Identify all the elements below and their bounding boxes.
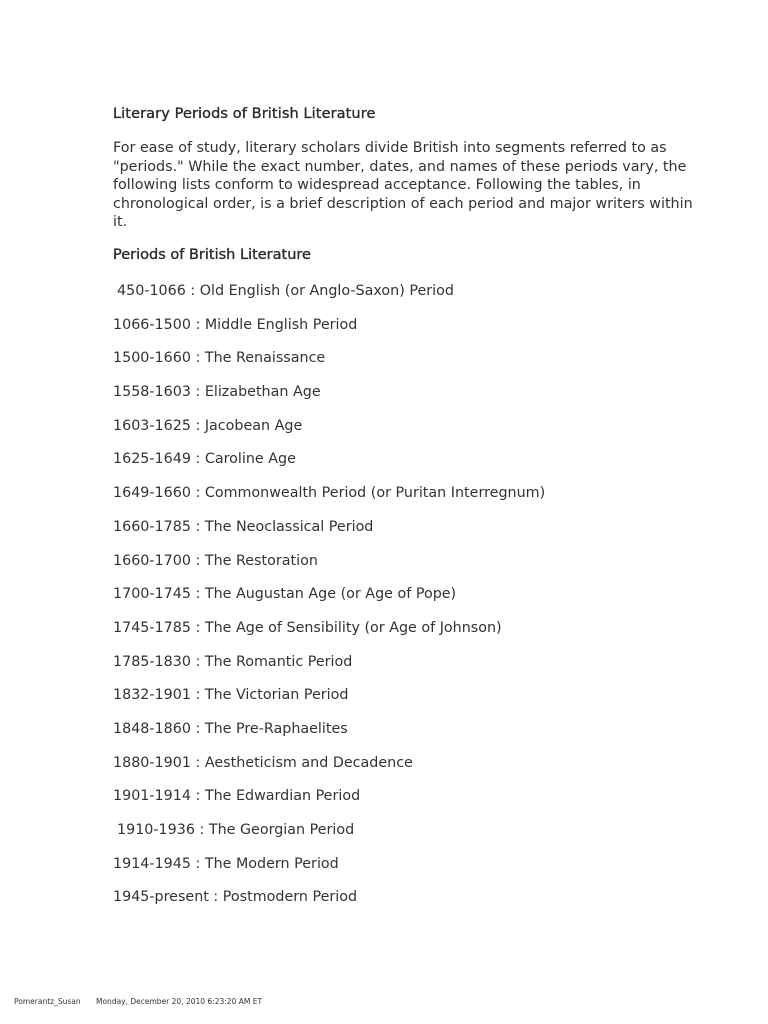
section-heading: Periods of British Literature (113, 247, 311, 263)
list-item: 1785-1830 : The Romantic Period (113, 653, 353, 670)
list-item: 1745-1785 : The Age of Sensibility (or Age of Johnson) (113, 619, 502, 636)
list-item: 1066-1500 : Middle English Period (113, 316, 358, 333)
list-item: 1660-1700 : The Restoration (113, 552, 318, 569)
list-item: 1603-1625 : Jacobean Age (113, 417, 303, 434)
footer-timestamp: Monday, December 20, 2010 6:23:20 AM ET (96, 997, 263, 1006)
page-footer (14, 997, 262, 1006)
page-title: Literary Periods of British Literature (113, 106, 376, 122)
list-item: 1914-1945 : The Modern Period (113, 855, 339, 872)
list-item: 1945-present : Postmodern Period (113, 889, 358, 906)
list-item: 1832-1901 : The Victorian Period (113, 687, 349, 704)
list-item: 1700-1745 : The Augustan Age (or Age of Pope) (113, 586, 457, 603)
list-item: 1660-1785 : The Neoclassical Period (113, 518, 374, 535)
footer-author: Pomerantz_Susan (14, 997, 81, 1006)
list-item: 1901-1914 : The Edwardian Period (113, 788, 361, 805)
list-item: 1625-1649 : Caroline Age (113, 451, 296, 468)
period-list (113, 281, 545, 921)
list-item: 1880-1901 : Aestheticism and Decadence (113, 754, 413, 771)
list-item: 1558-1603 : Elizabethan Age (113, 384, 321, 401)
intro-paragraph: For ease of study, literary scholars divide British into segments referred to as "periods." While the exact number, dates, and names of these periods vary, the following lists conform to widespread acceptance. Following the tables, in chronological order, is a brief description of each period and major writers within it. (113, 140, 693, 230)
list-item: 1848-1860 : The Pre-Raphaelites (113, 720, 348, 737)
list-item: 1649-1660 : Commonwealth Period (or Puritan Interregnum) (113, 485, 546, 502)
list-item: 1910-1936 : The Georgian Period (117, 822, 355, 838)
list-item: 1500-1660 : The Renaissance (113, 350, 326, 367)
list-item: 450-1066 : Old English (or Anglo-Saxon) Period (117, 283, 454, 299)
